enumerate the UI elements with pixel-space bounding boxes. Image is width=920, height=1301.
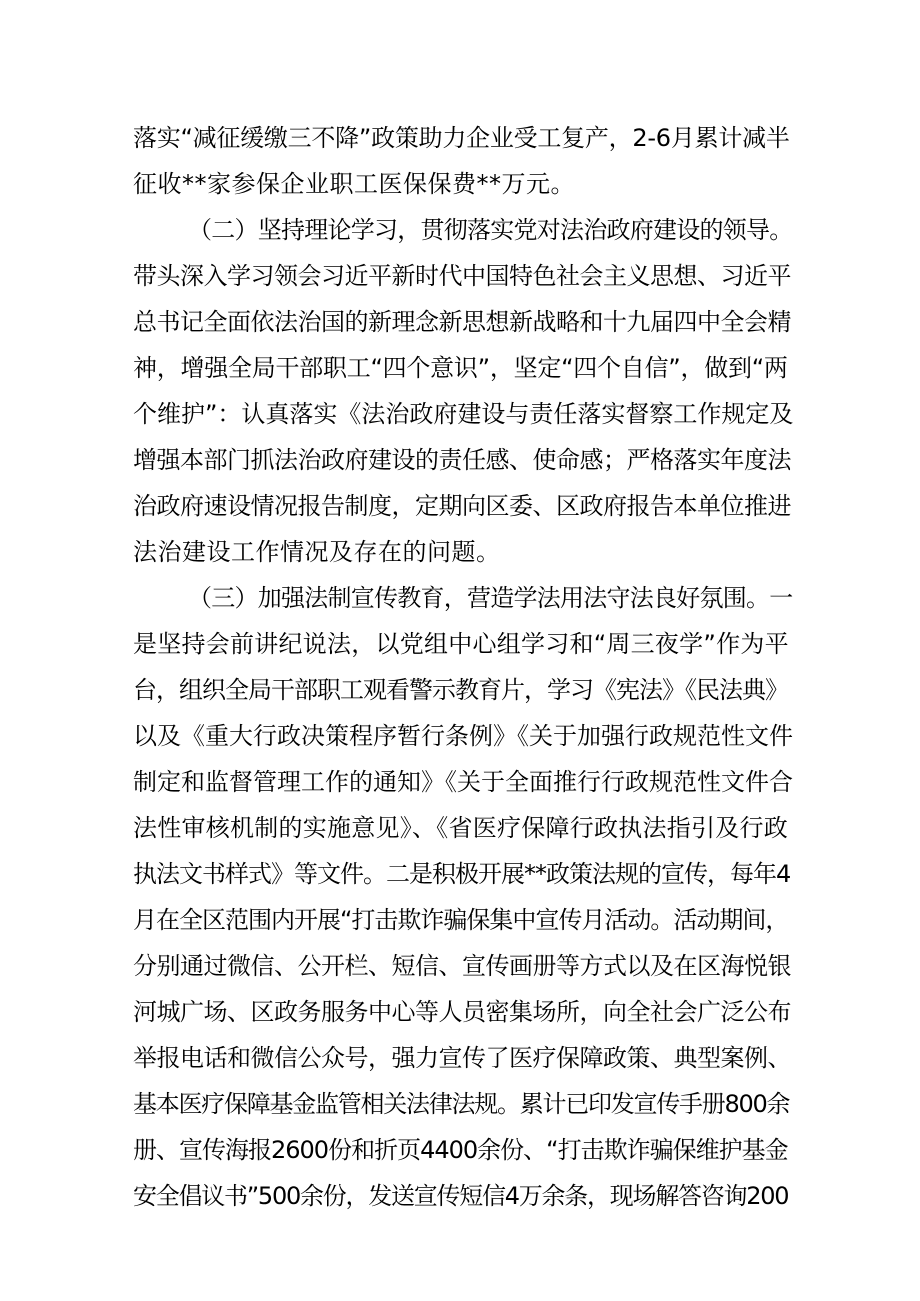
text-line: 增强本部门抓法治政府建设的责任感、使命感；严格落实年度法 <box>133 446 791 474</box>
text-line: 落实“减征缓缴三不降”政策助力企业受工复产，2-6月累计减半 <box>133 124 790 152</box>
text-line: 台，组织全局干部职工观看警示教育片，学习《宪法》《民法典》 <box>133 676 788 704</box>
text-line: 治政府速设情况报告制度，定期向区委、区政府报告本单位推进 <box>133 492 791 520</box>
text-line: 分别通过微信、公开栏、短信、宣传画册等方式以及在区海悦银 <box>133 952 791 980</box>
text-line: 神，增强全局干部职工“四个意识”，坚定“四个自信”，做到“两 <box>133 354 788 382</box>
text-line: 安全倡议书”500余份，发送宣传短信4万余条，现场解答咨询200 <box>133 1182 789 1210</box>
text-line: 法性审核机制的实施意见》、《省医疗保障行政执法指引及行政 <box>133 814 788 842</box>
text-line: 河城广场、区政务服务中心等人员密集场所，向全社会广泛公布 <box>133 998 791 1026</box>
text-line: 举报电话和微信公众号，强力宣传了医疗保障政策、典型案例、 <box>133 1044 791 1072</box>
section-heading-line: （二）坚持理论学习，贯彻落实党对法治政府建设的领导。 <box>188 216 793 244</box>
text-line: 总书记全面依法治国的新理念新思想新战略和十九届四中全会精 <box>133 308 791 336</box>
text-line: 以及《重大行政决策程序暂行条例》《关于加强行政规范性文件 <box>133 722 793 750</box>
text-line: 征收**家参保企业职工医保保费**万元。 <box>133 170 575 198</box>
text-line: 基本医疗保障基金监管相关法律法规。累计已印发宣传手册800余 <box>133 1090 790 1118</box>
text-line: 制定和监督管理工作的通知》《关于全面推行行政规范性文件合 <box>133 768 793 796</box>
text-line: 月在全区范围内开展“打击欺诈骗保集中宣传月活动。活动期间， <box>133 906 789 934</box>
text-line: 带头深入学习领会习近平新时代中国特色社会主义思想、习近平 <box>133 262 791 290</box>
text-line: 法治建设工作情况及存在的问题。 <box>133 538 501 566</box>
text-line: 执法文书样式》等文件。二是积极开展**政策法规的宣传，每年4 <box>133 860 791 888</box>
text-line: 个维护”：认真落实《法治政府建设与责任落实督察工作规定及 <box>133 400 794 428</box>
section-heading-line: （三）加强法制宣传教育，营造学法用法守法良好氛围。一 <box>188 584 793 612</box>
text-line: 册、宣传海报2600份和折页4400余份、“打击欺诈骗保维护基金 <box>133 1136 788 1164</box>
text-line: 是坚持会前讲纪说法，以党组中心组学习和“周三夜学”作为平 <box>133 630 789 658</box>
